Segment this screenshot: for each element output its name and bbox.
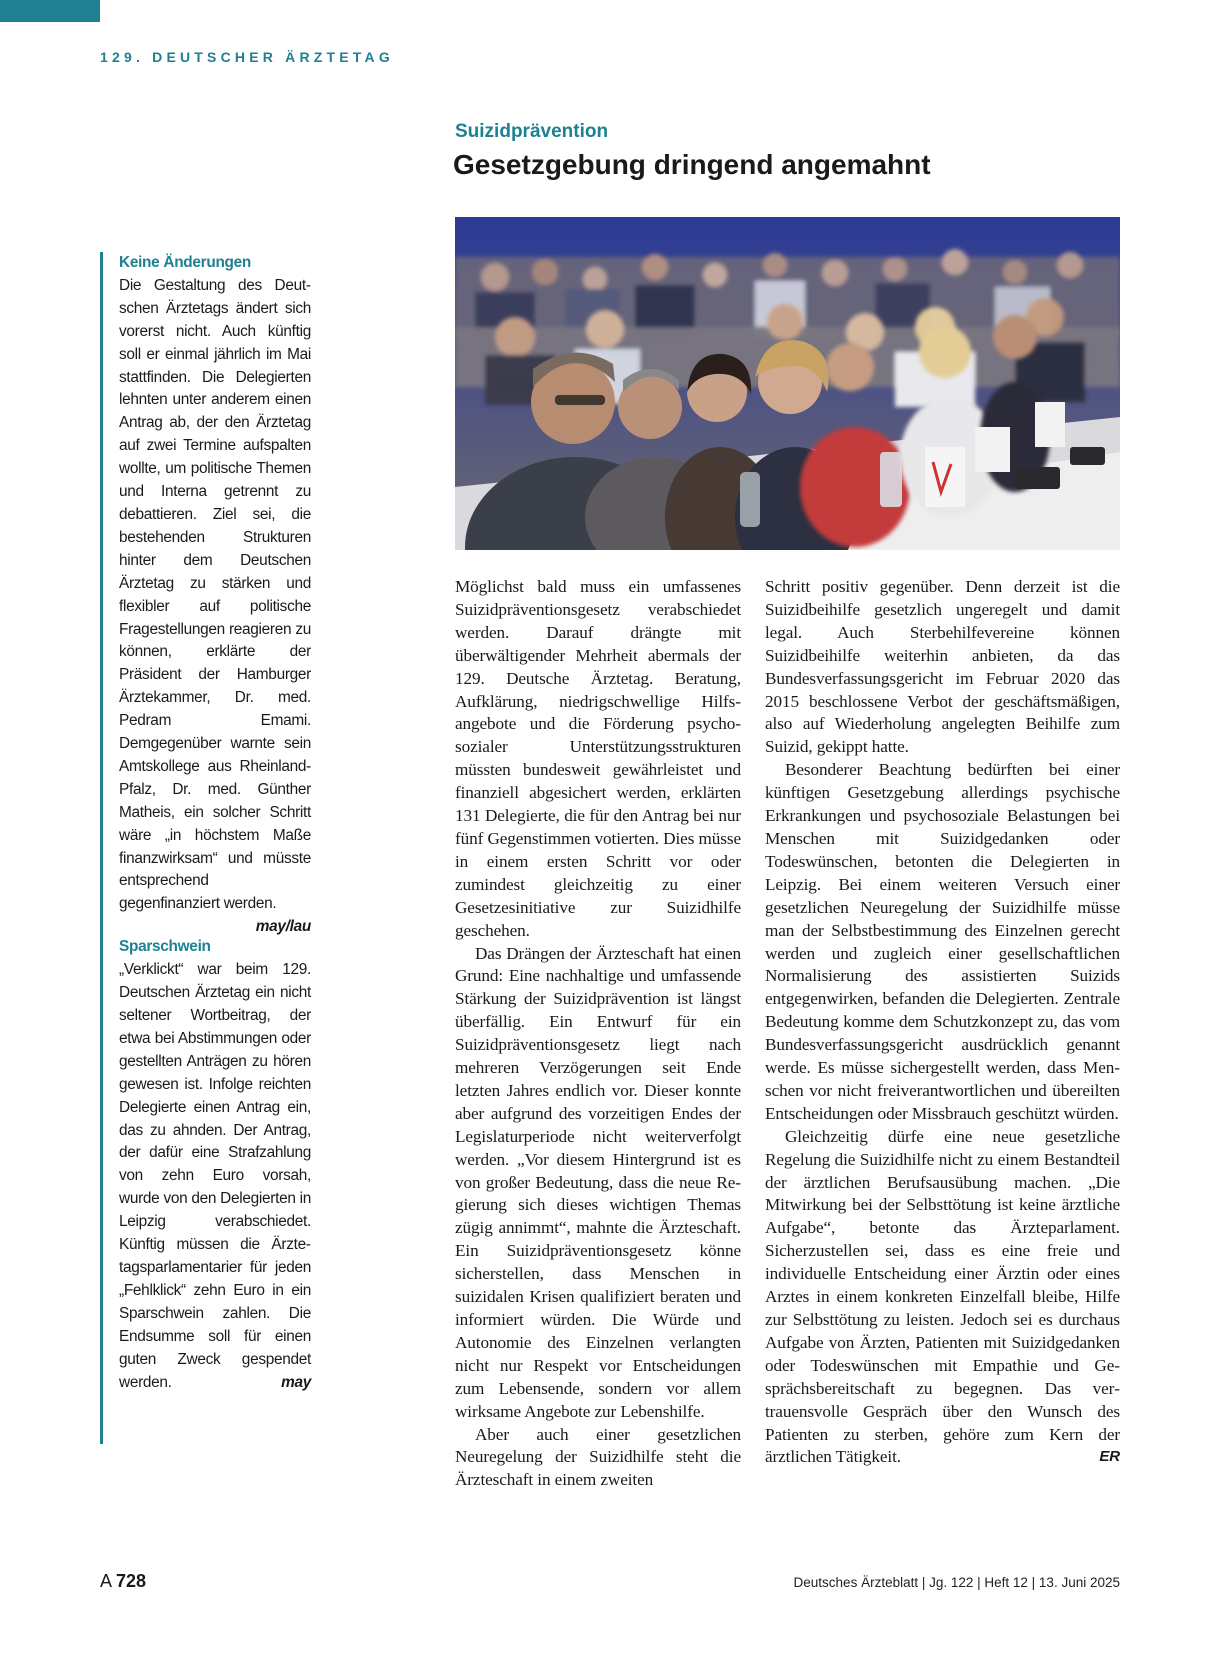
sidebar-note-title: Sparschwein [119,938,211,956]
article-photo [455,217,1120,550]
sidebar-note-body: „Verklickt“ war beim 129. Deutschen Ärztetag ein nicht seltener Wortbeitrag, der etwa bei Abstimmungen oder gestellten Anträgen zu hören gewesen ist. Infolge reichten Delegierte einen Antrag ein, das zu ahnden. Der Antrag, der dafür eine Strafzahlung von zehn Euro vorsah, wurde von den Delegierten in Leipzig verabschiedet. Künftig müssen die Ärztetagsparlamentarier für jeden „Fehlklick“ zehn Euro in ein Sparschwein zahlen. Die Endsumme soll für einen guten Zweck gespendet werden. [119,961,311,1391]
article-paragraph [765,1126,1120,1470]
article-headline: Gesetzgebung dringend angemahnt [453,149,931,180]
journal-info: Deutsches Ärzteblatt | Jg. 122 | Heft 12 | 13. Juni 2025 [793,1575,1120,1590]
sidebar-note-text [119,959,311,1394]
section-kicker: 129. DEUTSCHER ÄRZTETAG [100,49,394,65]
article-paragraph: Schritt positiv gegenüber. Denn derzeit ist die Suizidbeihilfe gesetzlich ungeregelt und damit legal. Auch Sterbehilfevereine können Suizidbeihilfe weiterhin anbieten, da das Bundesverfassungsgericht im Februar 2020 das 2015 beschlossene Verbot der geschäftsmäßigen, also auf Wiederholung angelegten Beihilfe zum Suizid, gekippt hatte. [765,577,1120,757]
article-paragraph-body: Gleichzeitig dürfe eine neue gesetzliche Regelung die Suizidhilfe nicht zu einem Bestandteil der ärztlichen Berufsausübung machen. „Die Mitwirkung bei der Selbsttötung ist keine ärztliche Aufgabe“, betonte das Ärzteparlament. Sicherzustellen sei, dass es eine freie und individuelle Entscheidung einer Ärztin oder eines Arztes in einem konkreten Einzelfall bleibe, Hilfe zur Selbsttötung zu leisten. Jedoch sei es durchaus Aufgabe von Ärzten, Patienten mit Suizidgedanken oder Todeswünschen mit Empathie und Gesprächsbereitschaft zu begegnen. Das vertrauensvolle Gespräch über den Wunsch des Patienten zu sterben, gehöre zum Kern der ärztlichen Tätigkeit. [765,1126,1120,1467]
page-prefix: A [100,1571,112,1591]
article-paragraph: Möglichst bald muss ein umfassenes Suizidpräventionsgesetz verabschiedet werden. Darauf drängte mit überwältigender Mehrheit abermals der 129. Deutsche Ärztetag. Beratung, Aufklärung, niedrigschwellige Hilfsangebote und die Förderung psychosozialer Unterstützungsstrukturen müssten bundesweit gewährleistet und finanziell abgesichert werden, erklärten 131 Delegierte, die für den Antrag bei nur fünf Gegenstimmen votierten. Dies müsse in einem ersten Schritt vor oder zumindest gleichzeitig zu einer Gesetzesinitiative zur Suizidhilfe geschehen. [455,577,741,940]
sidebar-note-body: Die Gestaltung des Deutschen Ärztetags ändert sich vorerst nicht. Auch künftig soll er einmal jährlich im Mai stattfinden. Die Delegierten lehnten unter anderem einen Antrag ab, der den Ärztetag auf zwei Termine aufspalten wollte, um politische Themen und Interna getrennt zu debattieren. Ziel sei, die bestehenden Strukturen hinter dem Deutschen Ärztetag zu stärken und flexibler auf politische Fragestellungen reagieren zu können, erklärte der Präsident der Hamburger Ärztekammer, Dr. med. Pedram Emami. Demgegenüber warnte sein Amtskollege aus Rheinland-Pfalz, Dr. med. Günther Matheis, ein solcher Schritt wäre „in höchstem Maße finanzwirksam“ und müsste entsprechend gegenfinanziert werden. [119,276,311,913]
article-paragraph: Besonderer Beachtung bedürften bei einer künftigen Gesetzgebung allerdings psychische Erkrankungen und psychosoziale Belastungen bei Menschen mit Suizidgedanken oder Todeswünschen, betonten die Delegierten in Leipzig. Bei einem weiteren Versuch einer gesetzlichen Neuregelung der Suizidhilfe müsse man der Selbstbestimmung des Einzelnen gerecht werden und zugleich einer gesellschaftlichen Normalisierung des assistierten Suizids entgegenwirken, befanden die Delegierten. Zentrale Bedeutung komme dem Schutzkonzept zu, das vom Bundesverfassungsgericht ausdrücklich genannt werde. Es müsse sichergestellt werden, dass Menschen vor nicht freiverantwortlichen und übereilten Entscheidungen oder Missbrauch geschützt würden. [765,760,1120,1123]
sidebar-note-sparschwein [119,936,311,1394]
sidebar-note-keine-aenderungen [119,252,311,936]
article-rubric: Suizidprävention [455,121,609,142]
article-paragraph: Das Drängen der Ärzteschaft hat einen Grund: Eine nachhaltige und umfassende Stärkung der Suizidprävention ist längst überfällig. Ein Entwurf für ein Suizidpräventionsgesetz liegt nach mehreren Verzögerungen seit Ende letzten Jahres endlich vor. Dieser konnte aber aufgrund des vorzeitigen Endes der Legislaturperiode nicht weiterverfolgt werden. „Vor diesem Hintergrund ist es von großer Bedeutung, dass die neue Regierung sich dieses wichtigen Themas zügig annimmt“, mahnte die Ärzteschaft. Ein Suizidpräventionsgesetz könne sicherstellen, dass Menschen in suizidalen Krisen qualifiziert beraten und informiert würden. Die Würde und Autonomie des Einzelnen verlangten nicht nur Respekt vor Entscheidungen zum Lebensende, sondern vor allem wirksame Angebote zur Lebenshilfe. [455,943,741,1421]
author-signature: may/lau [255,918,311,936]
header-accent-bar [0,0,100,22]
article-column-1 [455,576,741,1492]
author-signature: ER [1099,1448,1120,1466]
page-number [100,1571,146,1592]
article-paragraph: Aber auch einer gesetzlichen Neuregelung der Suizidhilfe steht die Ärzteschaft in einem zweiten [455,1424,741,1490]
sidebar-note-text [119,275,311,936]
author-signature: may [281,1373,311,1391]
photo-delegates-icon [455,217,1120,550]
sidebar-notes [100,252,311,1444]
page-number-value: 728 [116,1571,147,1591]
sidebar-note-title: Keine Änderungen [119,254,252,271]
article-column-2 [765,576,1120,1469]
